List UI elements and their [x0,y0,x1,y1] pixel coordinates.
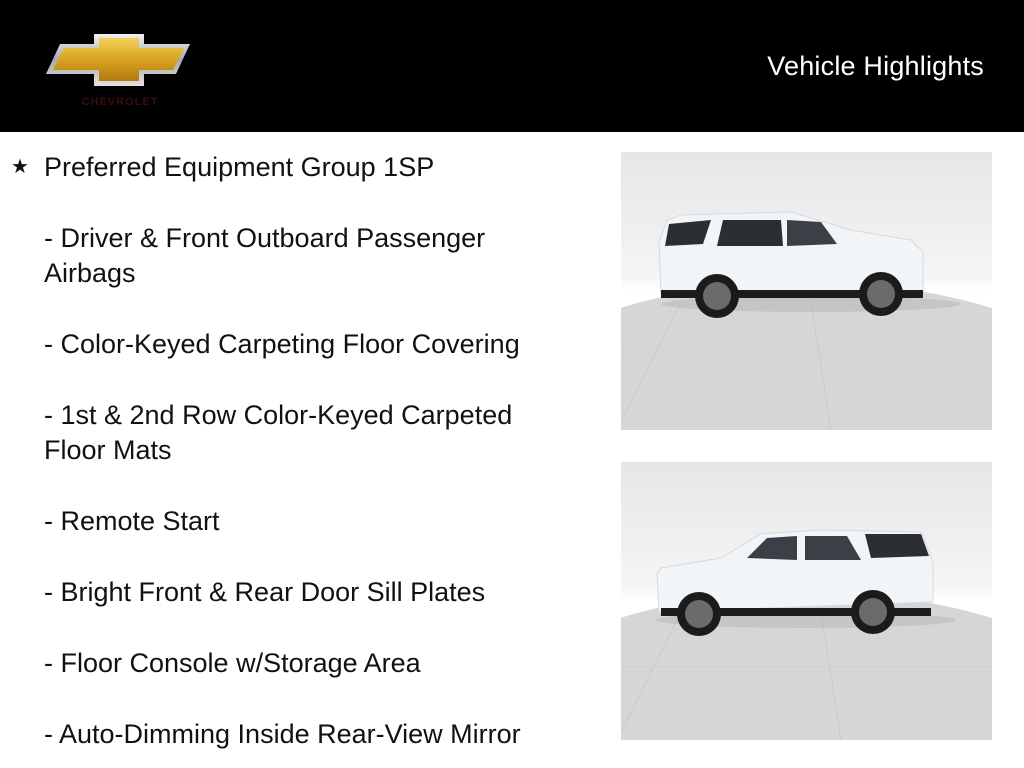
list-item: - Auto-Dimming Inside Rear-View Mirror [44,719,521,749]
star-icon: ★ [11,156,29,178]
page-title: Vehicle Highlights [767,51,984,81]
header-banner [0,0,1024,132]
equipment-group-title: Preferred Equipment Group 1SP [44,152,435,182]
list-item: - 1st & 2nd Row Color-Keyed Carpeted [44,400,513,430]
list-item: - Floor Console w/Storage Area [44,648,421,678]
list-item: - Color-Keyed Carpeting Floor Covering [44,329,520,359]
list-item-continuation: Floor Mats [44,435,172,465]
chevrolet-wordmark: CHEVROLET [81,96,159,108]
list-item: - Bright Front & Rear Door Sill Plates [44,577,486,607]
list-item: - Remote Start [44,506,220,536]
vehicle-photo-driver-side [621,462,992,740]
vehicle-photo-passenger-side [621,152,992,430]
list-item-continuation: Airbags [44,258,136,288]
list-item: - Driver & Front Outboard Passenger [44,223,486,253]
